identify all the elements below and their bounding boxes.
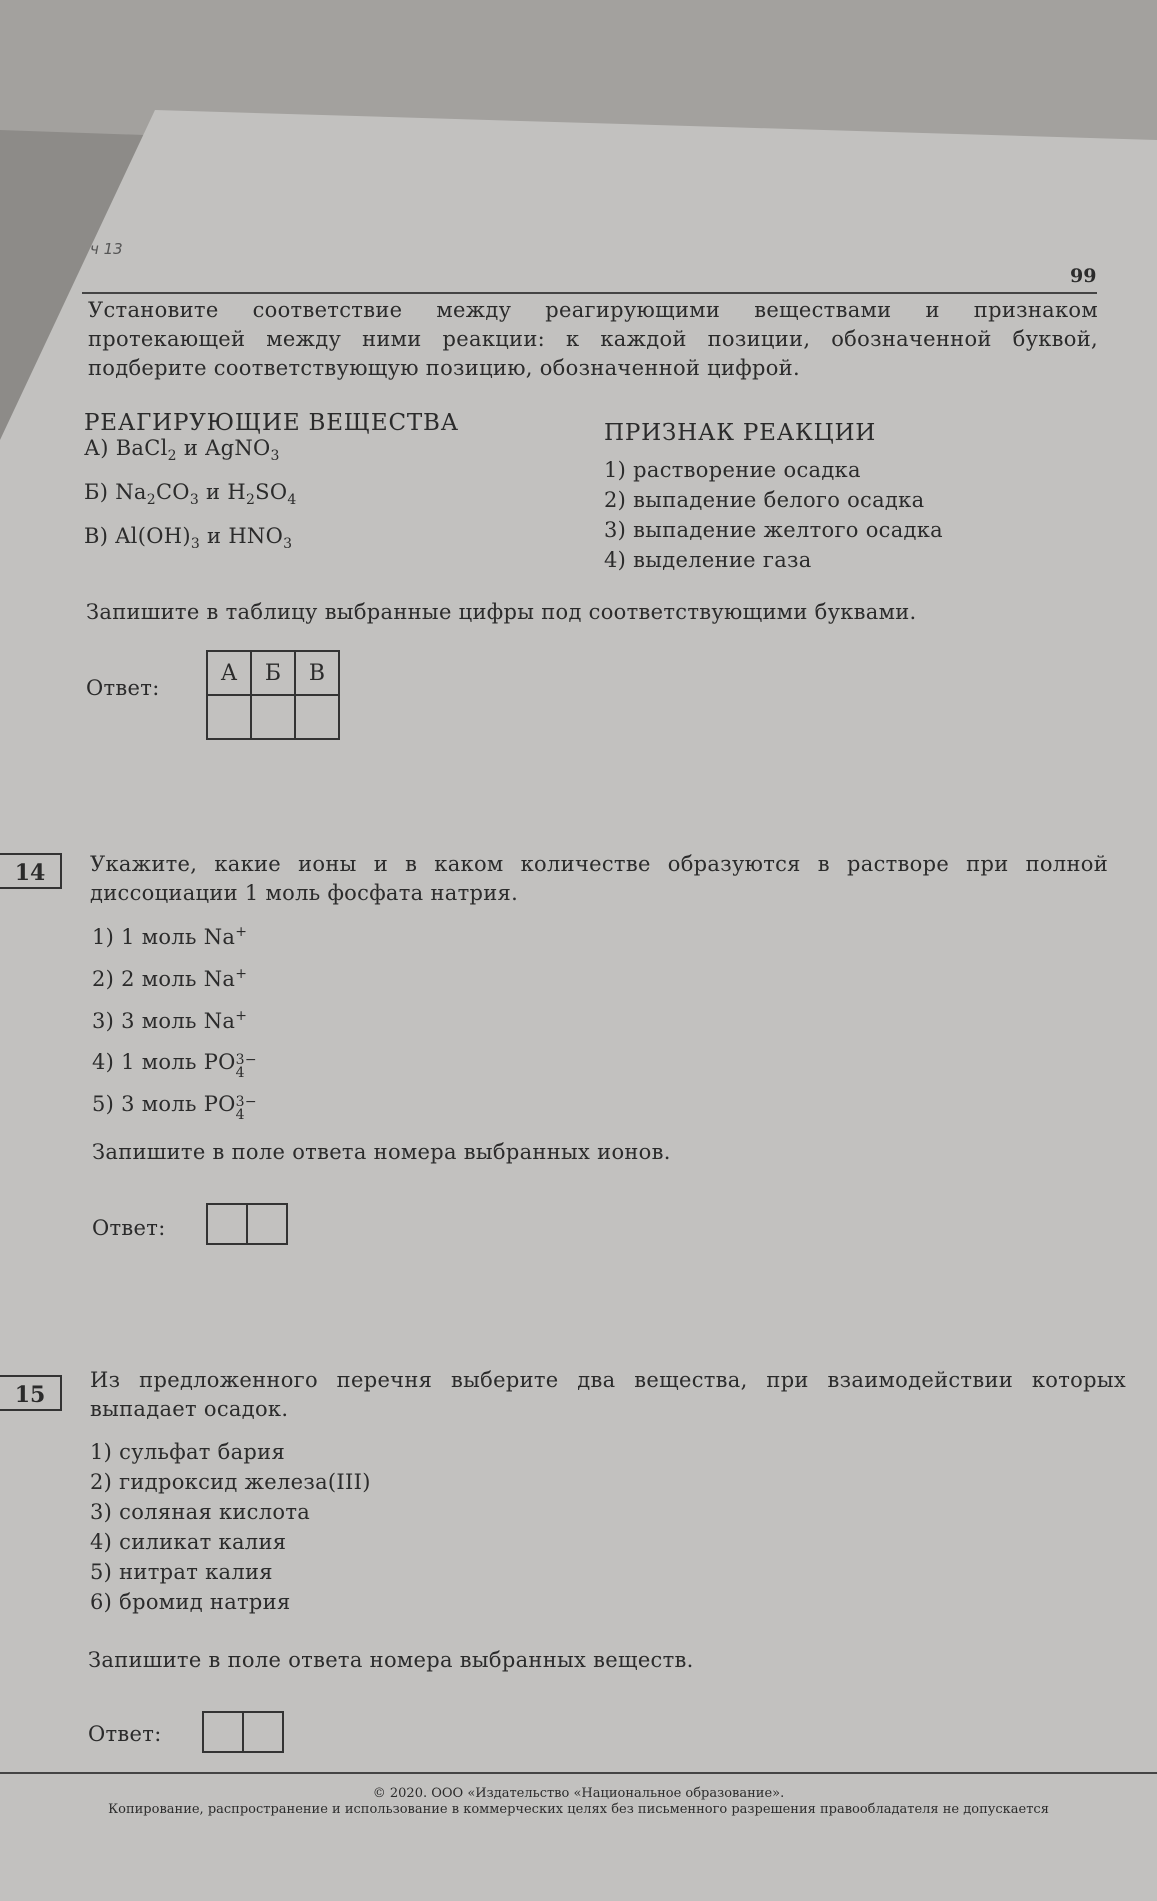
footer-divider (0, 1772, 1157, 1774)
task13-table-instruction: Запишите в таблицу выбранные цифры под соответствующими буквами. (86, 600, 917, 624)
task14-option-4: 4) 1 моль PO3− 4 (92, 1050, 257, 1081)
task13-answer-label: Ответ: (86, 676, 160, 700)
task14-option-2: 2) 2 моль Na+ (92, 966, 248, 991)
signs-heading: ПРИЗНАК РЕАКЦИИ (604, 420, 877, 446)
task15-option-4: 4) силикат калия (90, 1530, 287, 1554)
task15-answer-cell-2[interactable] (242, 1711, 284, 1753)
task14-answer-label: Ответ: (92, 1216, 166, 1240)
answer-header-b: Б (251, 651, 295, 695)
answer-header-c: В (295, 651, 339, 695)
task15-option-5: 5) нитрат калия (90, 1560, 273, 1584)
task14-option-5: 5) 3 моль PO3− 4 (92, 1092, 257, 1123)
answer-cell-a[interactable] (207, 695, 251, 739)
sign-4: 4) выделение газа (604, 548, 812, 572)
task14-answer-cell-1[interactable] (206, 1203, 248, 1245)
task15-option-3: 3) соляная кислота (90, 1500, 311, 1524)
sign-1: 1) растворение осадка (604, 458, 861, 482)
task14-number: 14 (0, 853, 62, 889)
task13-answer-table (206, 650, 340, 740)
task14-option-1: 1) 1 моль Na+ (92, 924, 248, 949)
substances-heading: РЕАГИРУЮЩИЕ ВЕЩЕСТВА (84, 410, 459, 436)
task14-answer-cell-2[interactable] (246, 1203, 288, 1245)
substance-c: В) $Al(OH)_3$ и $HNO_3$ (84, 524, 293, 553)
answer-header-a: А (207, 651, 251, 695)
task15-option-1: 1) сульфат бария (90, 1440, 286, 1464)
task15-option-6: 6) бромид натрия (90, 1590, 291, 1614)
task14-question: Укажите, какие ионы и в каком количестве образуются в растворе при полной диссоциации 1 моль фосфата натрия. (90, 852, 1108, 905)
sign-2: 2) выпадение белого осадка (604, 488, 925, 512)
answer-cell-c[interactable] (295, 695, 339, 739)
task15-answer-cell-1[interactable] (202, 1711, 244, 1753)
footer-notice: Копирование, распространение и использование в коммерческих целях без письменного разрешения правообладателя не допускается (108, 1802, 1049, 1817)
sign-3: 3) выпадение желтого осадка (604, 518, 944, 542)
task-marker: ч 13 (90, 240, 123, 258)
task15-question: Из предложенного перечня выберите два вещества, при взаимодействии которых выпадает осадок. (90, 1368, 1126, 1421)
header-divider (82, 292, 1097, 294)
page-number: 99 (1070, 265, 1097, 287)
substance-a: А) BaCl$_2$ и AgNO$_3$ (84, 436, 280, 465)
task13-instruction: Установите соответствие между реагирующими веществами и признаком протекающей между ними реакции: к каждой позиции, обозначенной буквой, подберите соответствующую позицию, обозначенной цифрой. (88, 298, 1098, 380)
task15-answer-boxes (204, 1711, 284, 1753)
answer-cell-b[interactable] (251, 695, 295, 739)
task14-answer-boxes (208, 1203, 288, 1245)
substance-b: Б) $Na_2CO_3$ и $H_2SO_4$ (84, 480, 297, 509)
task15-number: 15 (0, 1375, 62, 1411)
task15-instruction: Запишите в поле ответа номера выбранных веществ. (88, 1648, 694, 1672)
task14-instruction: Запишите в поле ответа номера выбранных ионов. (92, 1140, 671, 1164)
task15-answer-label: Ответ: (88, 1722, 162, 1746)
task15-option-2: 2) гидроксид железа(III) (90, 1470, 371, 1494)
footer-copyright: © 2020. ООО «Издательство «Национальное образование». (372, 1786, 785, 1801)
task14-option-3: 3) 3 моль Na+ (92, 1008, 248, 1033)
